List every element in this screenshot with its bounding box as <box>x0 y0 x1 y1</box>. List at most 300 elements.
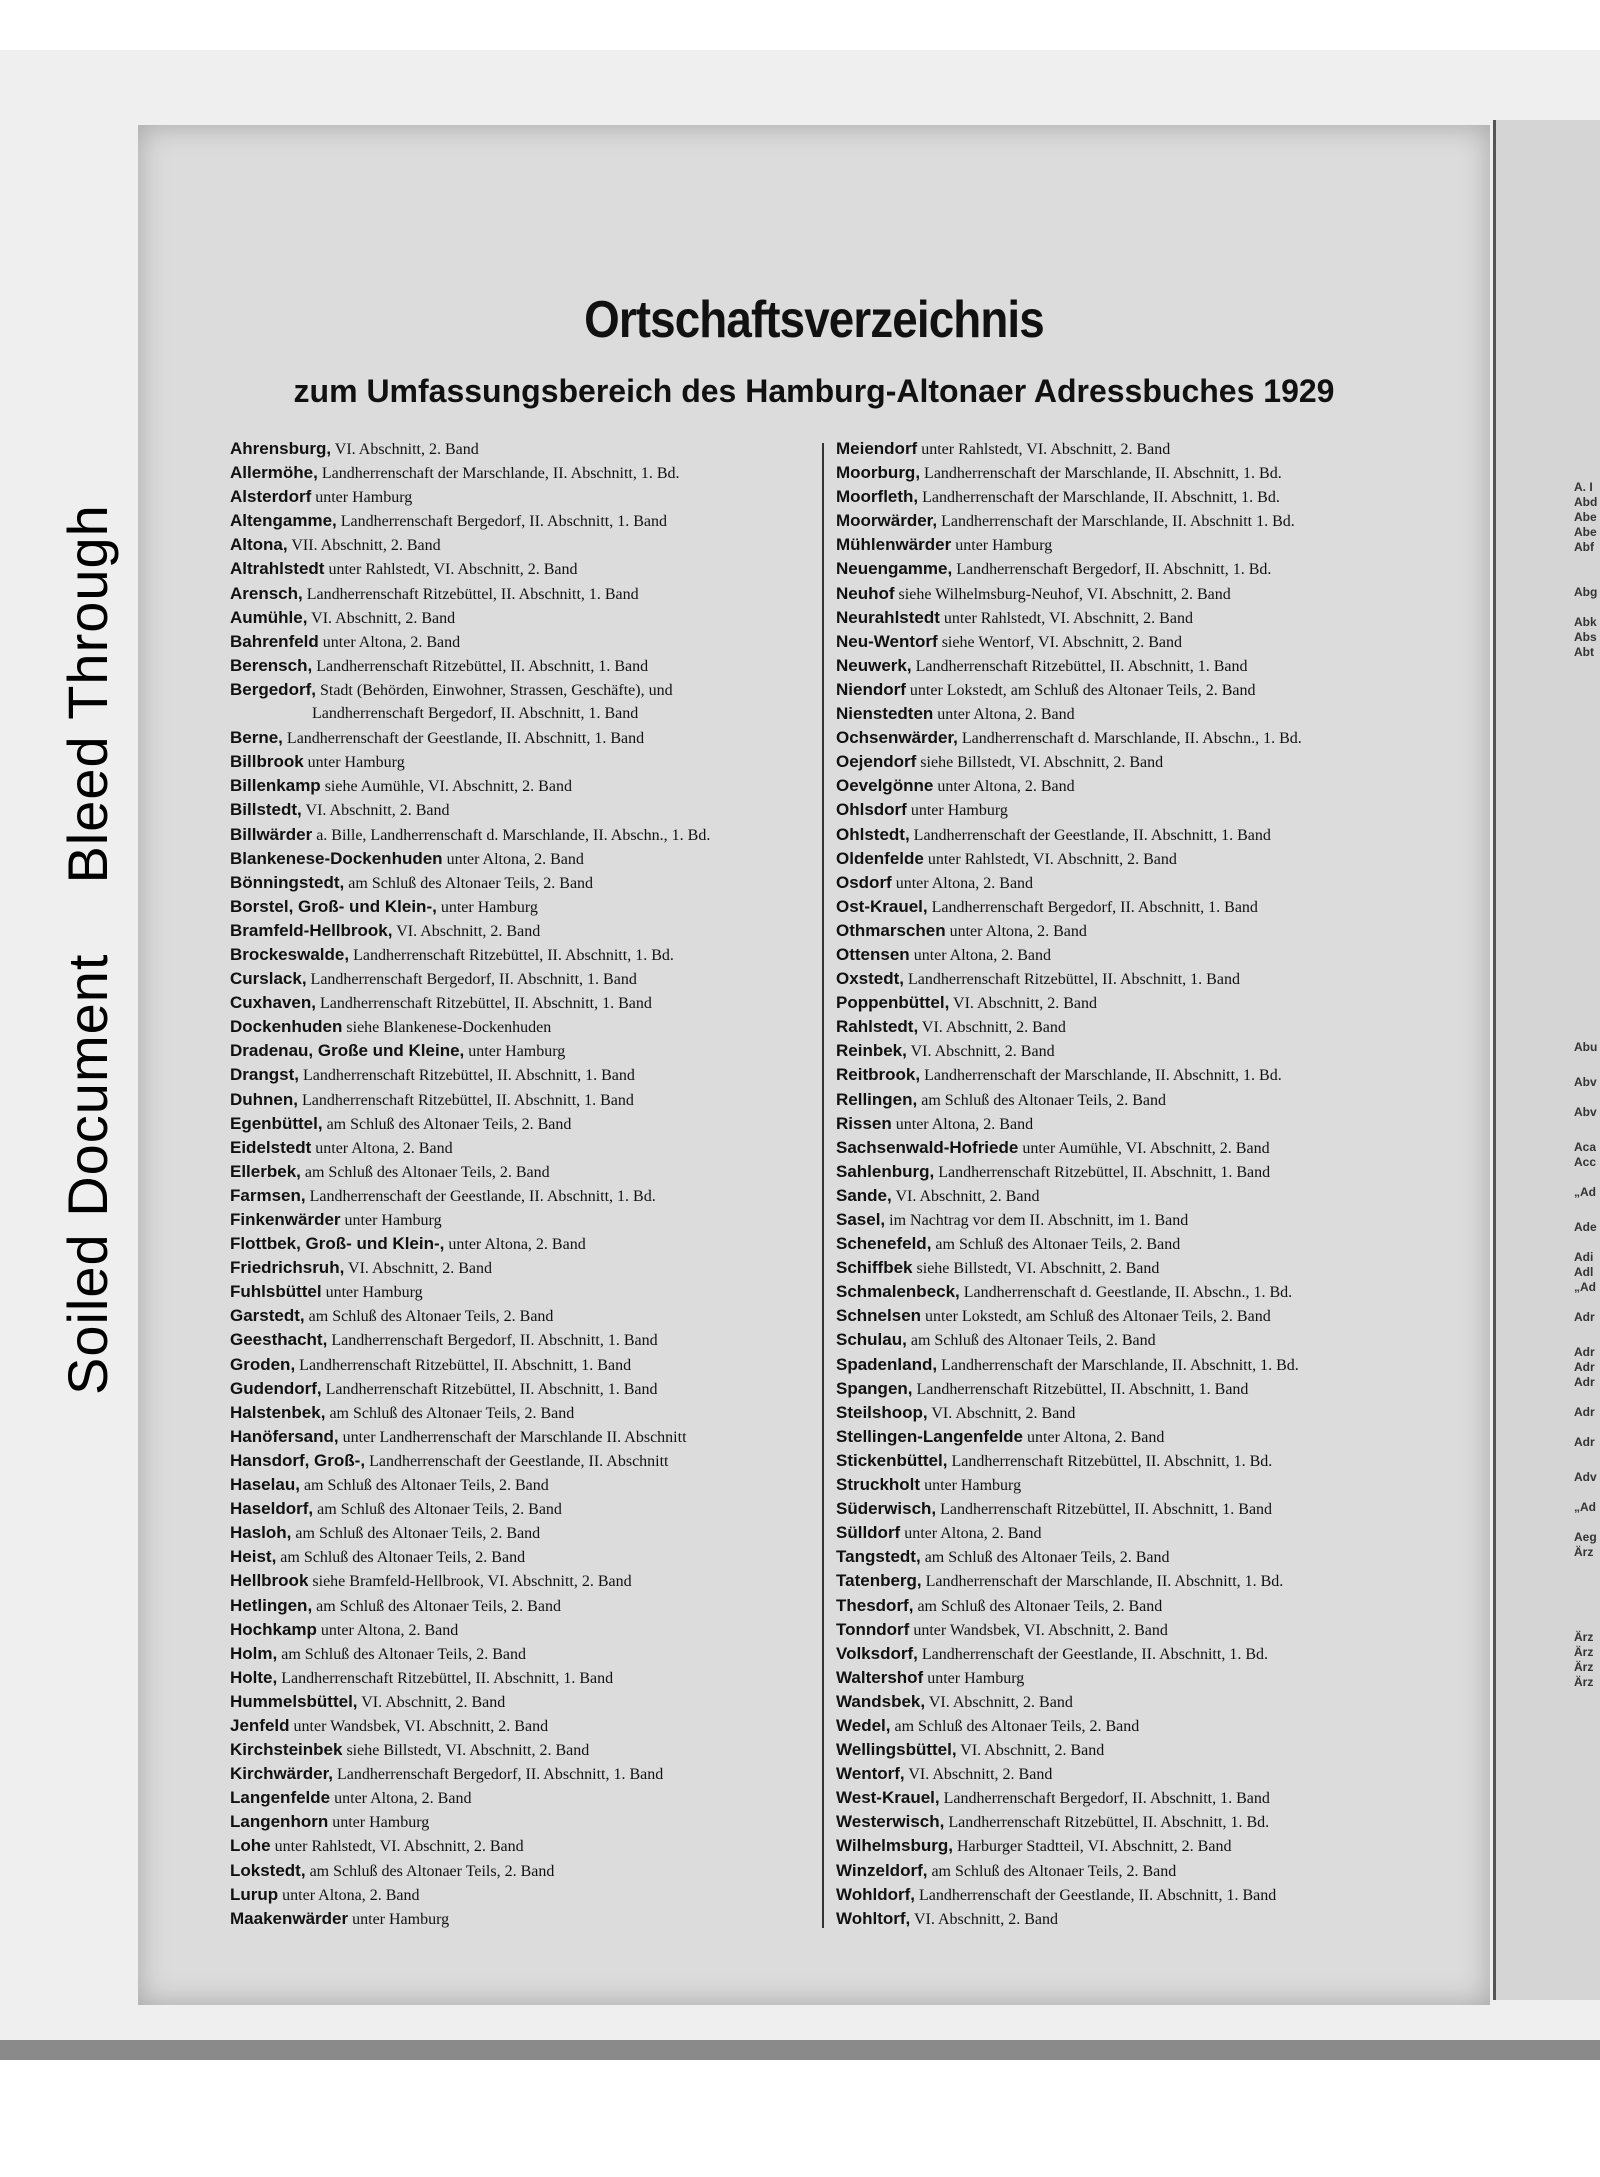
place-detail: Landherrenschaft Ritzebüttel, II. Abschnitt, 1. Band <box>298 1067 635 1085</box>
list-item <box>836 1618 1416 1642</box>
adjacent-page-fragment: Abe <box>1574 510 1597 524</box>
place-name: Wohldorf, <box>836 1884 915 1904</box>
list-item <box>230 1810 810 1834</box>
place-detail: unter Altona, 2. Band <box>891 1115 1034 1133</box>
place-name: Moorwärder, <box>836 511 938 531</box>
adjacent-page-edge <box>1493 120 1600 2000</box>
place-name: Dradenau, Große und Kleine, <box>230 1041 465 1061</box>
place-detail: am Schluß des Altonaer Teils, 2. Band <box>277 1645 527 1663</box>
list-item <box>836 1642 1416 1666</box>
list-item <box>836 1063 1416 1087</box>
list-item <box>836 437 1416 461</box>
list-item <box>836 1859 1416 1883</box>
adjacent-page-fragment: Adv <box>1574 1470 1597 1484</box>
place-name: Hanöfersand, <box>230 1426 339 1446</box>
place-name: Hansdorf, Groß-, <box>230 1450 366 1470</box>
list-item <box>836 1184 1416 1208</box>
place-name: Meiendorf <box>836 439 918 458</box>
place-detail: Landherrenschaft Ritzebüttel, II. Abschnitt, 1. Band <box>298 1091 634 1109</box>
list-item <box>836 1015 1416 1039</box>
scanner-edge <box>0 2040 1600 2060</box>
list-item <box>230 437 810 461</box>
place-detail: VI. Abschnitt, 2. Band <box>331 441 479 458</box>
list-item <box>836 1594 1416 1618</box>
place-name: Stellingen-Langenfelde <box>836 1426 1024 1446</box>
list-item <box>836 630 1416 654</box>
place-name: Rellingen, <box>836 1089 918 1109</box>
stamp-soiled-document: Soiled Document <box>56 953 119 1395</box>
place-detail: Landherrenschaft d. Geestlande, II. Abschn., 1. Bd. <box>959 1284 1293 1302</box>
place-detail: Landherrenschaft Ritzebüttel, II. Abschnitt, 1. Band <box>302 585 639 603</box>
list-item <box>836 847 1416 871</box>
place-detail: VI. Abschnitt, 2. Band <box>927 1404 1076 1422</box>
place-name: Steilshoop, <box>836 1402 928 1422</box>
list-item <box>230 702 810 726</box>
place-name: Stickenbüttel, <box>836 1450 948 1470</box>
place-detail: am Schluß des Altonaer Teils, 2. Band <box>927 1862 1177 1880</box>
place-detail: am Schluß des Altonaer Teils, 2. Band <box>325 1404 575 1422</box>
place-name: Sülldorf <box>836 1523 901 1543</box>
list-item <box>836 1232 1416 1256</box>
place-name: Hochkamp <box>230 1619 317 1639</box>
place-name: Oejendorf <box>836 752 917 772</box>
column-divider <box>822 443 824 1928</box>
place-detail: am Schluß des Altonaer Teils, 2. Band <box>890 1717 1140 1735</box>
place-detail: am Schluß des Altonaer Teils, 2. Band <box>322 1115 572 1133</box>
list-item <box>836 1690 1416 1714</box>
place-name: Tonndorf <box>836 1619 910 1639</box>
list-item <box>230 1762 810 1786</box>
place-name: Westerwisch, <box>836 1812 945 1832</box>
place-name: Duhnen, <box>230 1089 298 1109</box>
list-item <box>230 1714 810 1738</box>
place-detail: siehe Wentorf, VI. Abschnitt, 2. Band <box>937 633 1182 651</box>
place-detail: unter Rahlstedt, VI. Abschnitt, 2. Band <box>270 1838 524 1856</box>
place-name: Bramfeld-Hellbrook, <box>230 920 393 940</box>
list-item <box>230 1184 810 1208</box>
place-detail: unter Hamburg <box>906 802 1008 820</box>
place-name: Halstenbek, <box>230 1402 326 1422</box>
place-detail: VI. Abschnitt, 2. Band <box>949 995 1098 1013</box>
list-item <box>230 1039 810 1063</box>
list-item <box>836 582 1416 606</box>
adjacent-page-fragment: Abg <box>1574 585 1598 599</box>
list-item <box>836 967 1416 991</box>
place-detail: Landherrenschaft Ritzebüttel, II. Abschnitt, 1. Bd. <box>947 1452 1273 1470</box>
place-detail: Landherrenschaft der Marschlande, II. Abschnitt 1. Bd. <box>937 513 1295 531</box>
place-name: Neu-Wentorf <box>836 631 938 651</box>
place-name: Neurahlstedt <box>836 607 940 627</box>
adjacent-page-fragment: Abe <box>1574 525 1597 539</box>
place-name: Lurup <box>230 1884 279 1904</box>
list-item <box>836 1401 1416 1425</box>
adjacent-page-fragment: „Ad <box>1574 1185 1596 1199</box>
list-item <box>836 1521 1416 1545</box>
place-name: Farmsen, <box>230 1185 306 1205</box>
place-name: Dockenhuden <box>230 1017 343 1037</box>
place-detail: Landherrenschaft Ritzebüttel, II. Abschnitt, 1. Band <box>312 657 649 675</box>
list-item <box>230 1280 810 1304</box>
place-name: Rahlstedt, <box>836 1017 919 1037</box>
place-name: Osdorf <box>836 872 892 892</box>
place-name: Spangen, <box>836 1378 913 1398</box>
place-detail: Landherrenschaft der Marschlande, II. Abschnitt, 1. Bd. <box>317 465 680 483</box>
list-item <box>836 1112 1416 1136</box>
list-item <box>836 1738 1416 1762</box>
place-name: Ost-Krauel, <box>836 896 928 916</box>
list-item <box>230 461 810 485</box>
place-detail: unter Hamburg <box>348 1910 450 1928</box>
place-name: Bahrenfeld <box>230 631 319 651</box>
list-item <box>230 1256 810 1280</box>
place-name: Wentorf, <box>836 1764 905 1784</box>
place-detail: unter Altona, 2. Band <box>933 706 1075 724</box>
list-item <box>230 1304 810 1328</box>
list-item <box>836 823 1416 847</box>
place-detail: Landherrenschaft Ritzebüttel, II. Abschnitt, 1. Band <box>277 1669 614 1687</box>
place-detail: VI. Abschnitt, 2. Band <box>891 1187 1040 1205</box>
list-item <box>836 1280 1416 1304</box>
list-item <box>230 1569 810 1593</box>
adjacent-page-fragment: Adr <box>1574 1360 1595 1374</box>
adjacent-page-fragment: Abk <box>1574 615 1597 629</box>
list-item <box>230 919 810 943</box>
place-detail: Landherrenschaft der Marschlande, II. Abschnitt, 1. Bd. <box>937 1356 1299 1374</box>
place-name: Jenfeld <box>230 1715 290 1735</box>
place-detail: am Schluß des Altonaer Teils, 2. Band <box>305 1862 555 1880</box>
list-item <box>230 654 810 678</box>
place-detail: VI. Abschnitt, 2. Band <box>925 1693 1073 1711</box>
place-name: Berne, <box>230 728 283 748</box>
place-detail: a. Bille, Landherrenschaft d. Marschlande, II. Abschn., 1. Bd. <box>312 826 711 844</box>
list-item <box>836 1666 1416 1690</box>
place-detail: unter Wandsbek, VI. Abschnitt, 2. Band <box>909 1621 1168 1639</box>
place-detail: am Schluß des Altonaer Teils, 2. Band <box>931 1236 1181 1254</box>
list-item <box>836 1377 1416 1401</box>
place-name: Hetlingen, <box>230 1595 313 1615</box>
list-item <box>836 606 1416 630</box>
place-name: Wandsbek, <box>836 1691 926 1711</box>
list-item <box>230 557 810 581</box>
place-detail: Landherrenschaft Ritzebüttel, II. Abschnitt, 1. Band <box>934 1163 1271 1181</box>
place-detail: unter Altona, 2. Band <box>891 874 1034 892</box>
place-detail: Landherrenschaft Bergedorf, II. Abschnitt, 1. Band <box>336 513 668 531</box>
place-detail: Landherrenschaft der Geestlande, II. Abschnitt, 1. Bd. <box>917 1645 1268 1663</box>
place-name: Haselau, <box>230 1475 300 1495</box>
place-detail: am Schluß des Altonaer Teils, 2. Band <box>313 1501 562 1519</box>
place-name: Blankenese-Dockenhuden <box>230 848 443 868</box>
place-detail: siehe Billstedt, VI. Abschnitt, 2. Band <box>342 1742 590 1760</box>
place-detail: Landherrenschaft Bergedorf, II. Abschnitt, 1. Band <box>927 898 1258 916</box>
list-item <box>836 1907 1416 1931</box>
place-name: Billenkamp <box>230 776 321 796</box>
list-item <box>230 1907 810 1931</box>
adjacent-page-fragment: Abf <box>1574 540 1594 554</box>
place-detail: unter Lokstedt, am Schluß des Altonaer Teils, 2. Band <box>921 1308 1271 1326</box>
place-name: Lohe <box>230 1836 271 1856</box>
list-item <box>230 1401 810 1425</box>
place-name: Berensch, <box>230 655 313 675</box>
place-detail: unter Altona, 2. Band <box>945 922 1087 940</box>
list-item <box>836 726 1416 750</box>
place-detail: unter Rahlstedt, VI. Abschnitt, 2. Band <box>923 850 1177 868</box>
left-column <box>230 437 810 1937</box>
list-item <box>836 1497 1416 1521</box>
place-name: Winzeldorf, <box>836 1860 928 1880</box>
place-detail: Harburger Stadtteil, VI. Abschnitt, 2. Band <box>952 1838 1232 1856</box>
list-item <box>230 1015 810 1039</box>
place-detail: Landherrenschaft Ritzebüttel, II. Abschnitt, 1. Bd. <box>349 946 674 964</box>
list-item <box>230 1642 810 1666</box>
place-detail: unter Hamburg <box>311 489 413 507</box>
place-detail: unter Rahlstedt, VI. Abschnitt, 2. Band <box>917 441 1171 458</box>
list-item <box>836 991 1416 1015</box>
adjacent-page-fragment: A. I <box>1574 480 1593 494</box>
list-item <box>836 1039 1416 1063</box>
place-detail: unter Aumühle, VI. Abschnitt, 2. Band <box>1018 1139 1270 1157</box>
place-name: Schmalenbeck, <box>836 1282 960 1302</box>
adjacent-page-fragment: Ärz <box>1574 1645 1594 1659</box>
place-name: Langenfelde <box>230 1788 331 1808</box>
adjacent-page-fragment: Abu <box>1574 1040 1598 1054</box>
place-detail: unter Wandsbek, VI. Abschnitt, 2. Band <box>289 1717 549 1735</box>
place-detail: unter Hamburg <box>303 754 405 772</box>
place-detail: unter Rahlstedt, VI. Abschnitt, 2. Band <box>939 609 1193 627</box>
list-item <box>836 798 1416 822</box>
place-detail: Landherrenschaft Ritzebüttel, II. Abschnitt, 1. Bd. <box>944 1814 1270 1832</box>
place-name: Curslack, <box>230 969 307 989</box>
place-name: Bergedorf, <box>230 679 316 699</box>
place-name: Holte, <box>230 1667 278 1687</box>
place-detail: Landherrenschaft Ritzebüttel, II. Abschnitt, 1. Band <box>904 971 1240 989</box>
adjacent-page-fragment: „Ad <box>1574 1280 1596 1294</box>
place-name: Sande, <box>836 1185 892 1205</box>
place-name: Heist, <box>230 1547 277 1567</box>
place-name: Sahlenburg, <box>836 1161 935 1181</box>
place-name: Langenhorn <box>230 1812 329 1832</box>
list-item <box>230 1449 810 1473</box>
place-name: Volksdorf, <box>836 1643 918 1663</box>
place-name: Ottensen <box>836 944 910 964</box>
place-name: Mühlenwärder <box>836 535 952 555</box>
list-item <box>836 871 1416 895</box>
place-name: Holm, <box>230 1643 278 1663</box>
list-item <box>836 1304 1416 1328</box>
adjacent-page-fragment: Adl <box>1574 1265 1594 1279</box>
place-detail: Landherrenschaft der Geestlande, II. Abschnitt, 1. Bd. <box>305 1187 656 1205</box>
list-item <box>230 1473 810 1497</box>
place-detail: Landherrenschaft Ritzebüttel, II. Abschnitt, 1. Band <box>911 657 1248 675</box>
place-name: Reinbek, <box>836 1041 907 1061</box>
place-name: Ellerbek, <box>230 1161 301 1181</box>
list-item <box>836 1353 1416 1377</box>
place-name: Cuxhaven, <box>230 993 316 1013</box>
place-name: Finkenwärder <box>230 1210 341 1229</box>
place-name: Geesthacht, <box>230 1330 328 1350</box>
place-detail: unter Altona, 2. Band <box>1023 1428 1165 1446</box>
list-item <box>836 533 1416 557</box>
adjacent-page-fragment: Adr <box>1574 1310 1595 1324</box>
place-name: Billbrook <box>230 752 304 772</box>
place-detail: siehe Bramfeld-Hellbrook, VI. Abschnitt, 2. Band <box>308 1573 632 1591</box>
place-name: Ochsenwärder, <box>836 728 958 748</box>
place-name: Lokstedt, <box>230 1860 306 1880</box>
list-item <box>230 750 810 774</box>
list-item <box>836 895 1416 919</box>
place-name: Schenefeld, <box>836 1234 932 1254</box>
list-item <box>230 943 810 967</box>
list-item <box>230 1618 810 1642</box>
place-name: Thesdorf, <box>836 1595 914 1615</box>
place-detail: unter Hamburg <box>328 1814 430 1832</box>
place-name: Oxstedt, <box>836 969 905 989</box>
place-detail: am Schluß des Altonaer Teils, 2. Band <box>304 1308 554 1326</box>
list-item <box>836 1160 1416 1184</box>
place-detail: VII. Abschnitt, 2. Band <box>287 537 441 555</box>
list-item <box>836 557 1416 581</box>
list-item <box>836 1449 1416 1473</box>
list-item <box>230 1088 810 1112</box>
place-detail: Landherrenschaft Bergedorf, II. Abschnitt, 1. Band <box>306 971 637 989</box>
place-name: Maakenwärder <box>230 1908 349 1928</box>
adjacent-page-fragment: Abv <box>1574 1105 1597 1119</box>
place-detail: siehe Billstedt, VI. Abschnitt, 2. Band <box>916 754 1164 772</box>
list-item <box>230 1594 810 1618</box>
adjacent-page-fragment: Adr <box>1574 1405 1595 1419</box>
adjacent-page-fragment: Abt <box>1574 645 1594 659</box>
list-item <box>836 678 1416 702</box>
place-name: Wedel, <box>836 1715 891 1735</box>
list-item <box>230 1786 810 1810</box>
place-name: Othmarschen <box>836 920 946 940</box>
list-item <box>836 485 1416 509</box>
list-item <box>230 1353 810 1377</box>
list-item <box>836 1328 1416 1352</box>
list-item <box>230 678 810 702</box>
place-name: Billwärder <box>230 824 313 844</box>
place-detail: Landherrenschaft der Geestlande, II. Abschnitt <box>365 1452 669 1470</box>
place-detail: Landherrenschaft Bergedorf, II. Abschnitt, 1. Bd. <box>952 561 1272 579</box>
list-item <box>230 1232 810 1256</box>
list-item <box>836 1088 1416 1112</box>
place-detail: siehe Billstedt, VI. Abschnitt, 2. Band <box>912 1260 1160 1278</box>
place-detail: unter Hamburg <box>436 898 538 916</box>
place-name: Flottbek, Groß- und Klein-, <box>230 1234 445 1254</box>
place-detail: Landherrenschaft der Marschlande, II. Abschnitt, 1. Bd. <box>921 1573 1284 1591</box>
list-item <box>836 1545 1416 1569</box>
place-name: Gudendorf, <box>230 1378 322 1398</box>
place-name: Sachsenwald-Hofriede <box>836 1137 1019 1157</box>
place-detail: unter Altona, 2. Band <box>316 1621 459 1639</box>
adjacent-page-fragment: Ärz <box>1574 1660 1594 1674</box>
place-detail: Landherrenschaft Ritzebüttel, II. Abschnitt, 1. Band <box>295 1356 632 1374</box>
place-name: Spadenland, <box>836 1354 938 1374</box>
adjacent-page-fragment: Abd <box>1574 495 1598 509</box>
place-detail: unter Hamburg <box>464 1043 566 1061</box>
list-item <box>836 919 1416 943</box>
list-item <box>230 1377 810 1401</box>
place-name: Neuhof <box>836 583 895 603</box>
list-item <box>230 1425 810 1449</box>
list-item <box>230 533 810 557</box>
list-item <box>836 1883 1416 1907</box>
place-detail: siehe Wilhelmsburg-Neuhof, VI. Abschnitt, 2. Band <box>894 585 1231 603</box>
adjacent-page-fragment: Ärz <box>1574 1630 1594 1644</box>
place-detail: Landherrenschaft der Geestlande, II. Abschnitt, 1. Band <box>915 1886 1277 1904</box>
place-name: Tatenberg, <box>836 1571 922 1591</box>
place-name: Ohlsdorf <box>836 800 907 820</box>
list-item <box>230 1834 810 1858</box>
stamp-bleed-through: Bleed Through <box>56 504 119 884</box>
place-detail: unter Landherrenschaft der Marschlande II. Abschnitt <box>338 1428 687 1446</box>
place-name: Groden, <box>230 1354 296 1374</box>
place-detail: VI. Abschnitt, 2. Band <box>906 1043 1055 1061</box>
list-item <box>836 461 1416 485</box>
adjacent-page-fragment: Adr <box>1574 1375 1595 1389</box>
place-detail: unter Hamburg <box>923 1669 1025 1687</box>
place-detail: VI. Abschnitt, 2. Band <box>301 802 450 820</box>
place-detail: VI. Abschnitt, 2. Band <box>344 1260 493 1278</box>
place-name: Oldenfelde <box>836 848 924 868</box>
adjacent-page-fragment: Ärz <box>1574 1675 1594 1689</box>
place-name: Billstedt, <box>230 800 302 820</box>
place-detail: am Schluß des Altonaer Teils, 2. Band <box>913 1597 1163 1615</box>
place-name: Kirchsteinbek <box>230 1740 343 1760</box>
place-name: Niendorf <box>836 679 906 699</box>
place-detail: unter Altona, 2. Band <box>444 1236 586 1254</box>
list-item <box>230 582 810 606</box>
list-item <box>836 1762 1416 1786</box>
place-name: Schnelsen <box>836 1306 922 1326</box>
place-detail: Landherrenschaft der Geestlande, II. Abschnitt, 1. Band <box>909 826 1271 844</box>
list-item <box>230 967 810 991</box>
list-item <box>230 1859 810 1883</box>
place-detail: am Schluß des Altonaer Teils, 2. Band <box>344 874 594 892</box>
place-name: Ahrensburg, <box>230 439 332 458</box>
place-name: Moorfleth, <box>836 487 919 507</box>
place-name: Hellbrook <box>230 1571 309 1591</box>
place-detail: unter Rahlstedt, VI. Abschnitt, 2. Band <box>324 561 578 579</box>
list-item <box>230 726 810 750</box>
list-item <box>836 1569 1416 1593</box>
list-item <box>836 750 1416 774</box>
list-item <box>230 1545 810 1569</box>
list-item <box>836 1714 1416 1738</box>
place-detail: Landherrenschaft d. Marschlande, II. Abschn., 1. Bd. <box>957 730 1302 748</box>
place-detail: VI. Abschnitt, 2. Band <box>904 1766 1053 1784</box>
place-detail: Landherrenschaft der Marschlande, II. Abschnitt, 1. Bd. <box>920 465 1282 483</box>
place-detail: im Nachtrag vor dem II. Abschnitt, im 1. Band <box>885 1212 1189 1229</box>
place-name: Reitbrook, <box>836 1065 921 1085</box>
list-item <box>230 630 810 654</box>
list-item <box>230 1883 810 1907</box>
place-name: Ohlstedt, <box>836 824 910 844</box>
place-name: Altengamme, <box>230 511 337 531</box>
place-name: Aumühle, <box>230 607 308 627</box>
list-item <box>836 1810 1416 1834</box>
place-detail: VI. Abschnitt, 2. Band <box>307 609 456 627</box>
list-item <box>230 847 810 871</box>
place-name: Waltershof <box>836 1667 924 1687</box>
list-item <box>230 871 810 895</box>
place-detail: am Schluß des Altonaer Teils, 2. Band <box>312 1597 561 1615</box>
place-detail: am Schluß des Altonaer Teils, 2. Band <box>300 1163 550 1181</box>
place-detail: unter Altona, 2. Band <box>442 850 584 868</box>
list-item <box>836 1473 1416 1497</box>
place-detail: Landherrenschaft Bergedorf, II. Abschnitt, 1. Band <box>333 1766 664 1784</box>
place-name: Schiffbek <box>836 1258 913 1278</box>
place-name: Neuengamme, <box>836 559 953 579</box>
